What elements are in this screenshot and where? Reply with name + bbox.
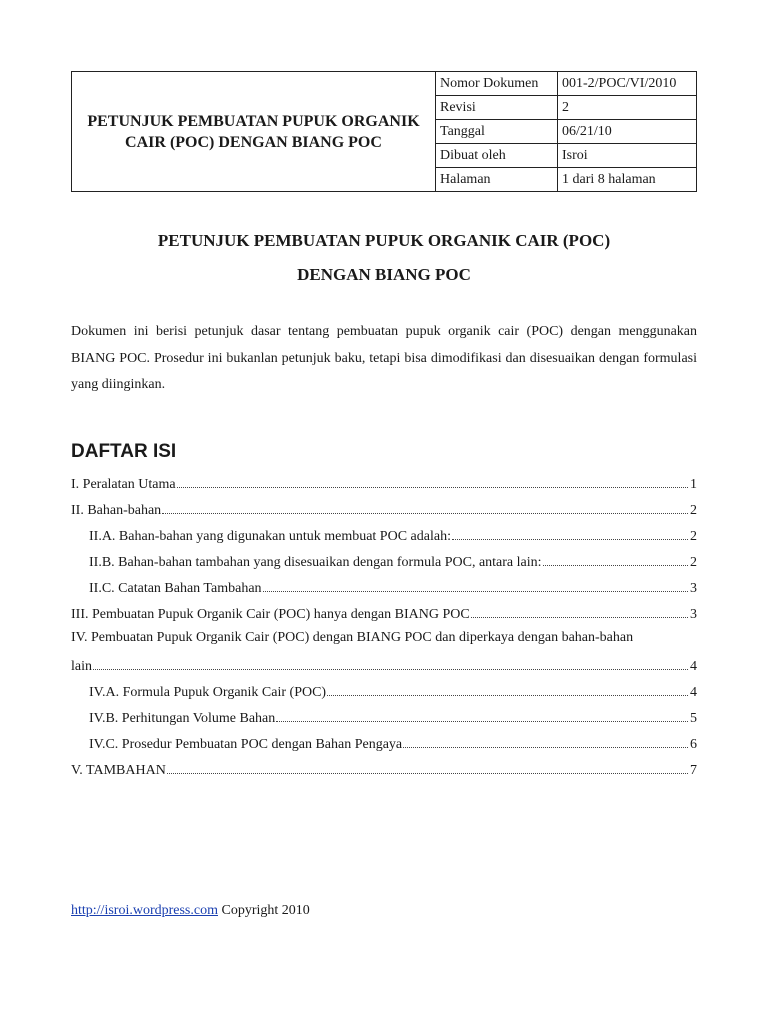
toc-entry[interactable]	[71, 703, 697, 729]
toc-leader-dots	[263, 573, 688, 592]
footer-copyright: Copyright 2010	[218, 903, 310, 918]
toc-entry-text: I. Peralatan Utama	[71, 477, 176, 492]
toc-entry[interactable]	[71, 677, 697, 703]
toc-entry-text-line-1: IV. Pembuatan Pupuk Organik Cair (POC) dengan BIANG POC dan diperkaya dengan bahan-bahan	[71, 630, 634, 645]
toc-leader-dots	[452, 521, 688, 540]
header-title: PETUNJUK PEMBUATAN PUPUK ORGANIK CAIR (POC) DENGAN BIANG POC	[72, 72, 436, 192]
toc-entry-page: 7	[690, 763, 697, 778]
meta-value-revisi: 2	[558, 96, 697, 120]
toc-entry[interactable]	[71, 469, 697, 495]
meta-label-tanggal: Tanggal	[436, 120, 558, 144]
toc-entry-text: IV.C. Prosedur Pembuatan POC dengan Bahan Pengaya	[89, 737, 403, 752]
toc-entry-page: 6	[690, 737, 697, 752]
toc-entry[interactable]	[71, 495, 697, 521]
meta-label-revisi: Revisi	[436, 96, 558, 120]
table-of-contents	[71, 469, 697, 781]
toc-entry-page: 4	[690, 685, 697, 700]
meta-value-halaman: 1 dari 8 halaman	[558, 168, 697, 192]
toc-entry-page: 2	[690, 529, 697, 544]
toc-entry[interactable]	[71, 547, 697, 573]
toc-leader-dots	[276, 703, 688, 722]
toc-entry-page: 2	[690, 503, 697, 518]
toc-entry-page: 3	[690, 607, 697, 622]
meta-value-tanggal: 06/21/10	[558, 120, 697, 144]
toc-entry[interactable]	[71, 729, 697, 755]
intro-paragraph: Dokumen ini berisi petunjuk dasar tentang pembuatan pupuk organik cair (POC) dengan menggunakan BIANG POC. Prosedur ini bukanlan petunjuk baku, tetapi bisa dimodifikasi dan disesuaikan dengan formulasi yang diinginkan.	[71, 324, 697, 392]
toc-entry-page: 3	[690, 581, 697, 596]
toc-leader-dots	[543, 547, 688, 566]
toc-entry-line-2	[71, 651, 697, 677]
toc-entry-page: 5	[690, 711, 697, 726]
toc-entry[interactable]	[71, 755, 697, 781]
toc-entry-text: II.B. Bahan-bahan tambahan yang disesuaikan dengan formula POC, antara lain:	[89, 555, 542, 570]
toc-entry-text: II. Bahan-bahan	[71, 503, 162, 518]
footer-link[interactable]: http://isroi.wordpress.com	[71, 903, 218, 918]
toc-entry[interactable]	[71, 573, 697, 599]
toc-entry-text-line-2: lain	[71, 659, 92, 674]
meta-value-nomor-dokumen: 001-2/POC/VI/2010	[558, 72, 697, 96]
toc-entry-text: II.C. Catatan Bahan Tambahan	[89, 581, 262, 596]
toc-entry-text: III. Pembuatan Pupuk Organik Cair (POC) hanya dengan BIANG POC	[71, 607, 470, 622]
toc-entry-page: 4	[690, 659, 697, 674]
toc-entry-multiline[interactable]	[71, 625, 697, 677]
toc-entry-text: IV.B. Perhitungan Volume Bahan	[89, 711, 276, 726]
meta-label-dibuat-oleh: Dibuat oleh	[436, 144, 558, 168]
document-title-line-2: DENGAN BIANG POC	[297, 265, 471, 284]
toc-leader-dots	[177, 469, 688, 488]
meta-label-halaman: Halaman	[436, 168, 558, 192]
toc-entry-page: 1	[690, 477, 697, 492]
toc-entry-text: II.A. Bahan-bahan yang digunakan untuk membuat POC adalah:	[89, 529, 451, 544]
toc-leader-dots	[471, 599, 688, 618]
toc-leader-dots	[403, 729, 688, 748]
toc-entry[interactable]	[71, 521, 697, 547]
toc-leader-dots	[93, 651, 688, 670]
toc-entry-page: 2	[690, 555, 697, 570]
toc-entry[interactable]	[71, 599, 697, 625]
toc-leader-dots	[162, 495, 688, 514]
toc-leader-dots	[327, 677, 688, 696]
toc-entry-text: IV.A. Formula Pupuk Organik Cair (POC)	[89, 685, 327, 700]
document-header-table	[71, 71, 697, 192]
footer	[71, 903, 310, 919]
meta-value-dibuat-oleh: Isroi	[558, 144, 697, 168]
toc-heading: DAFTAR ISI	[71, 441, 177, 462]
toc-leader-dots	[167, 755, 688, 774]
document-title-line-1: PETUNJUK PEMBUATAN PUPUK ORGANIK CAIR (POC)	[157, 231, 611, 250]
meta-label-nomor-dokumen: Nomor Dokumen	[436, 72, 558, 96]
toc-entry-text: V. TAMBAHAN	[71, 763, 166, 778]
